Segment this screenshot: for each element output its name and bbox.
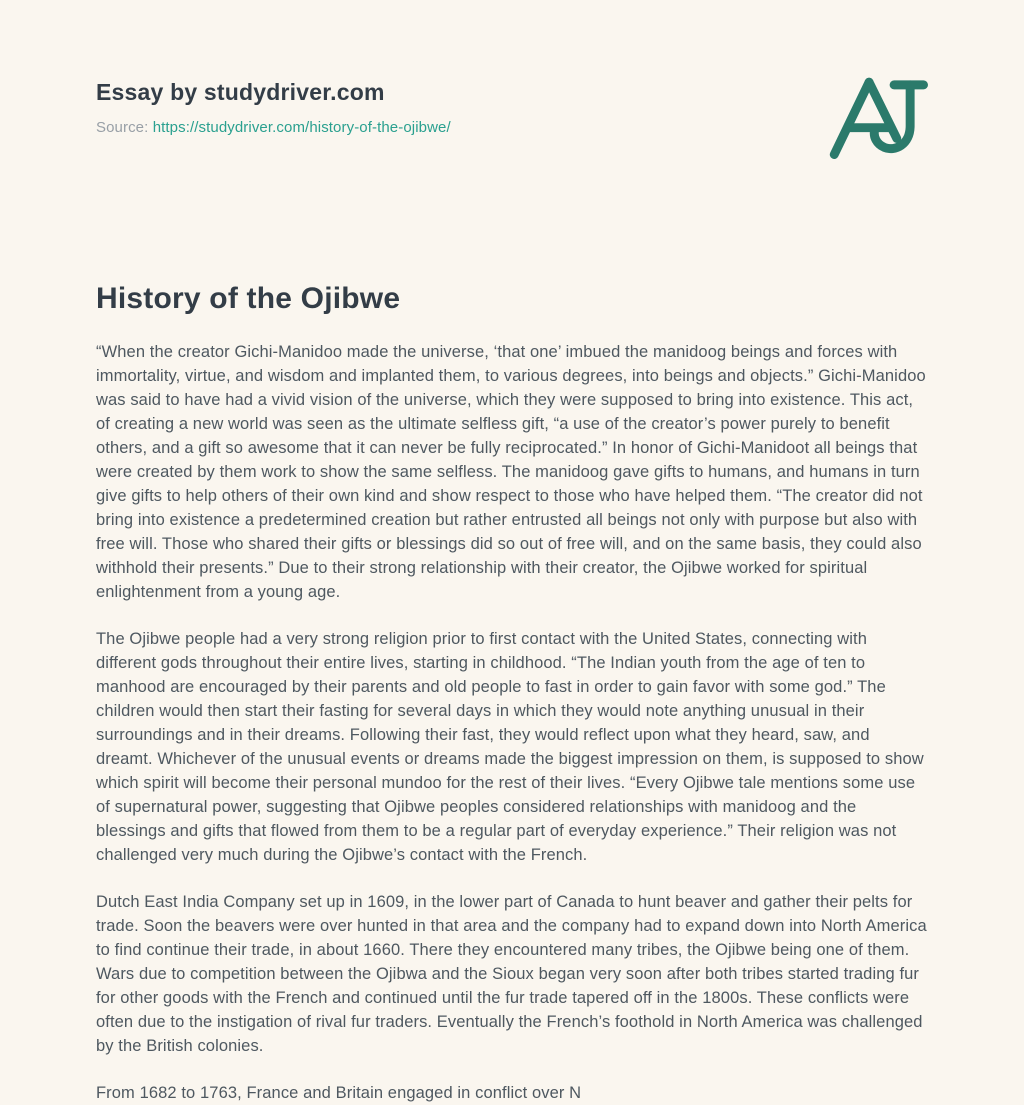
article-paragraph: From 1682 to 1763, France and Britain engaged in conflict over N [96, 1084, 582, 1102]
article-paragraph: Dutch East India Company set up in 1609, in the lower part of Canada to hunt beaver and gather their pelts for trade. Soon the beavers were over hunted in that area and the company had to expand down into North America to find continue their trade, in about 1660. There they encountered many tribes, the Ojibwe being one of them. Wars due to competition between the Ojibwa and the Sioux began very soon after both tribes started trading fur for other goods with the French and continued until the fur trade tapered off in the 1800s. These conflicts were often due to the instigation of rival fur traders. Eventually the French’s foothold in North America was challenged by the British colonies. [96, 893, 927, 1055]
header-text-block [96, 78, 451, 136]
article-paragraph: The Ojibwe people had a very strong religion prior to first contact with the United States, connecting with different gods throughout their entire lives, starting in childhood. “The Indian youth from the age of ten to manhood are encouraged by their parents and old people to fast in order to gain favor with some god.” The children would then start their fasting for several days in which they would note anything unusual in their surroundings and in their dreams. Following their fast, they would reflect upon what they heard, saw, and dreamt. Whichever of the unusual events or dreams made the biggest impression on them, is supposed to show which spirit will become their personal mundoo for the rest of their lives. “Every Ojibwe tale mentions some use of supernatural power, suggesting that Ojibwe peoples considered relationships with manidoog and the blessings and gifts that flowed from them to be a regular part of everyday experience.” Their religion was not challenged very much during the Ojibwe’s contact with the French. [96, 630, 924, 864]
source-line [96, 119, 451, 136]
studydriver-logo-icon [828, 74, 928, 165]
article-paragraph: “When the creator Gichi-Manidoo made the universe, ‘that one’ imbued the manidoog beings and forces with immortality, virtue, and wisdom and implanted them, to various degrees, into beings and objects.” Gichi-Manidoo was said to have had a vivid vision of the universe, which they were supposed to bring into existence. This act, of creating a new world was seen as the ultimate selfless gift, “a use of the creator’s power purely to benefit others, and a gift so awesome that it can never be fully reciprocated.” In honor of Gichi-Manidoot all beings that were created by them work to show the same selfless. The manidoog gave gifts to humans, and humans in turn give gifts to help others of their own kind and show respect to those who have helped them. “The creator did not bring into existence a predetermined creation but rather entrusted all beings not only with purpose but also with free will. Those who shared their gifts or blessings did so out of free will, and on the same basis, they could also withhold their presents.” Due to their strong relationship with their creator, the Ojibwe worked for spiritual enlightenment from a young age. [96, 343, 926, 601]
article-title: History of the Ojibwe [96, 282, 401, 315]
essay-by-heading: Essay by studydriver.com [96, 79, 385, 105]
source-label: Source: [96, 119, 149, 136]
source-link[interactable]: https://studydriver.com/history-of-the-ojibwe/ [152, 119, 451, 136]
header [96, 78, 928, 165]
